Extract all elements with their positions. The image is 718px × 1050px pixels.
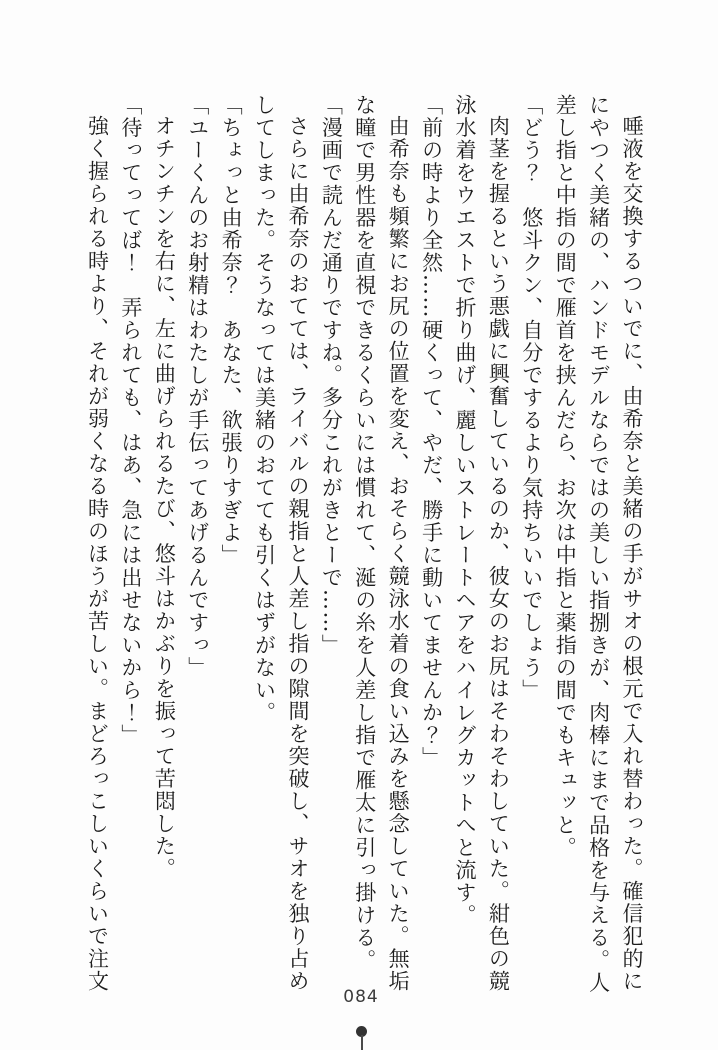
page-number: 084: [343, 987, 379, 1007]
text-line: さらに由希奈のおてては、ライバルの親指と人差し指の隙間を突破し、サオを独り占め: [285, 115, 310, 993]
text-line: オチンチンを右に、左に曲げられるたび、悠斗はかぶりを振って苦悶した。: [152, 115, 177, 880]
text-line: 泳水着をウエストで折り曲げ、麗しいストレートヘアをハイレグカットへと流す。: [452, 94, 477, 927]
text-line: 肉茎を握るという悪戯に興奮しているのか、彼女のお尻はそわそわしていた。紺色の競: [486, 115, 511, 993]
text-line: 「漫画で読んだ通りですね。多分これがきとーで……」: [319, 94, 344, 657]
vertical-text-block: [80, 94, 648, 1006]
text-line: 「ユーくんのお射精はわたしが手伝ってあげるんですっ」: [185, 94, 210, 679]
footer-marker-line: [361, 1035, 363, 1050]
text-line: 「前の時より全然……硬くって、やだ、勝手に動いてませんか？」: [419, 94, 444, 769]
text-line: 差し指と中指の間で雁首を挟んだら、お次は中指と薬指の間でもキュッと。: [553, 94, 578, 859]
text-line: 由希奈も頻繁にお尻の位置を変え、おそらく競泳水着の食い込みを懸念していた。無垢: [386, 115, 411, 993]
text-line: してしまった。そうなっては美緒のおてても引くはずがない。: [252, 94, 277, 724]
text-line: 強く握られる時より、それが弱くなる時のほうが苦しい。まどろっこしいくらいで注文: [85, 115, 110, 993]
text-line: 「ちょっと由希奈？ あなた、欲張りすぎよ」: [219, 94, 244, 567]
text-line: にやつく美緒の、ハンドモデルならではの美しい指捌きが、肉棒にまで品格を与える。人: [586, 94, 611, 994]
text-line: 唾液を交換するついでに、由希奈と美緒の手がサオの根元で入れ替わった。確信犯的に: [620, 115, 644, 993]
text-line: 「どう？ 悠斗クン、自分でするより気持ちいいでしょう」: [519, 94, 544, 702]
text-line: 「待ってってば！ 弄られても、はあ、急には出せないから！」: [118, 94, 143, 747]
text-line: な瞳で男性器を直視できるくらいには慣れて、涎の糸を人差し指で雁太に引っ掛ける。: [352, 94, 377, 972]
